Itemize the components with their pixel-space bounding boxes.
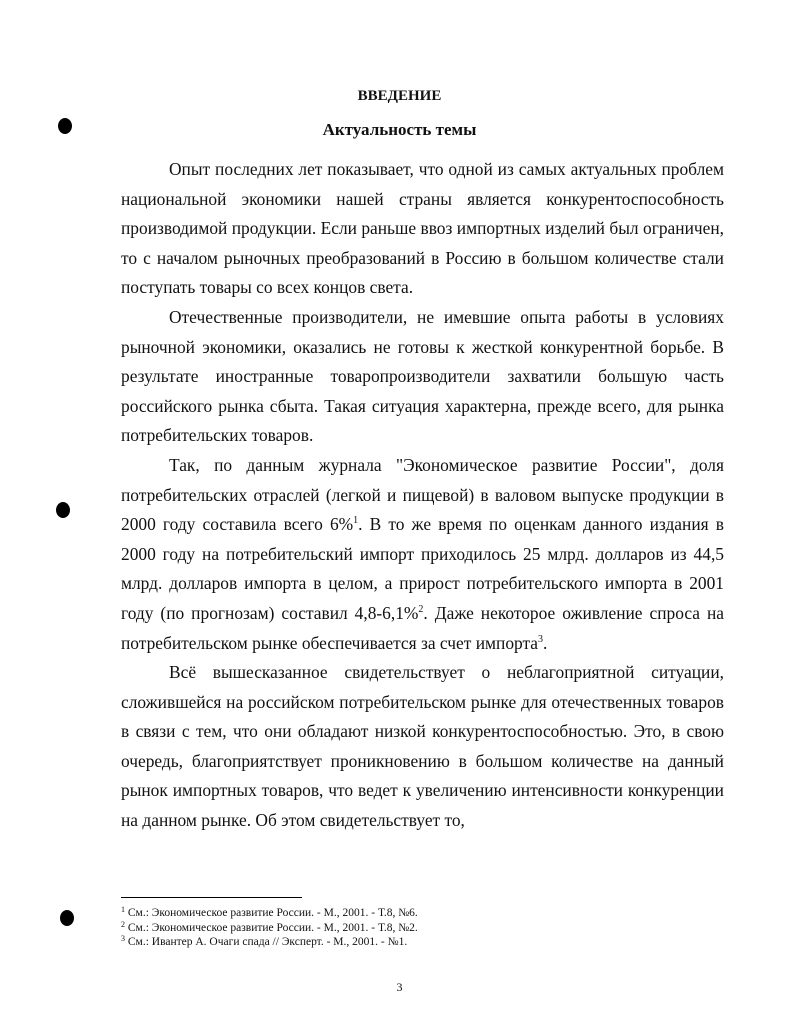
- footnote-ref[interactable]: 1: [353, 515, 359, 527]
- punch-hole-mark: [60, 910, 74, 926]
- footnote-ref[interactable]: 3: [538, 633, 544, 645]
- footnote-divider: [121, 897, 302, 898]
- paragraph-text: .: [543, 632, 548, 653]
- paragraph: Всё вышесказанное свидетельствует о неблагоприятной ситуации, сложившейся на российском потребительском рынке для отечественных товаров в связи с тем, что они обладают низкой конкурентоспособностью. Это, в свою очередь, благоприятствует проникновению в большом количестве на данный рынок импортных товаров, что ведет к увеличению интенсивности конкуренции на данном рынке. Об этом свидетельствует то,: [121, 662, 724, 831]
- paragraph-text: Так, по данным журнала "Экономическое развитие России", доля потребительских отраслей (легкой и пищевой) в валовом выпуске продукции в 2000 году составила всего 6%: [121, 454, 724, 535]
- footnote-text: См.: Экономическое развитие России. - М., 2001. - Т.8, №2.: [125, 921, 418, 934]
- paragraph: [121, 451, 724, 658]
- footnote-text: См.: Ивантер А. Очаги спада // Эксперт. - М., 2001. - №1.: [125, 936, 408, 948]
- footnote-ref[interactable]: 2: [418, 603, 424, 615]
- paragraph-text: . В то же время по оценкам данного издания в 2000 году на потребительский импорт приходилось 25 млрд. долларов из 44,5 млрд. долларов импорта в целом, а прирост потребительского импорта в 2001 году (по прогнозам) составил 4,8-6,1%: [121, 514, 724, 623]
- section-heading: Актуальность темы: [322, 120, 477, 139]
- page-number: 3: [396, 980, 403, 994]
- footnote: [121, 935, 418, 950]
- footnote-text: См.: Экономическое развитие России. - М., 2001. - Т.8, №6.: [125, 907, 418, 919]
- footnote-number: 3: [121, 934, 125, 943]
- footnote-number: 2: [121, 919, 125, 929]
- paragraph: Опыт последних лет показывает, что одной из самых актуальных проблем национальной экономики нашей страны является конкурентоспособность производимой продукции. Если раньше ввоз импортных изделий был ограничен, то с началом рыночных преобразований в Россию в большом количестве стали поступать товары со всех концов света.: [121, 159, 724, 298]
- paragraph-text: . Даже некоторое оживление спроса на потребительском рынке обеспечивается за счет импорта: [121, 602, 725, 653]
- footnotes: [121, 906, 418, 950]
- paragraph: Отечественные производители, не имевшие опыта работы в условиях рыночной экономики, оказались не готовы к жесткой конкурентной борьбе. В результате иностранные товаропроизводители захватили большую часть российского рынка сбыта. Такая ситуация характерна, прежде всего, для рынка потребительских товаров.: [121, 306, 724, 446]
- body-text: [121, 155, 724, 836]
- footnote: [121, 921, 418, 936]
- footnote: [121, 906, 418, 921]
- footnote-number: 1: [121, 905, 125, 914]
- punch-hole-mark: [56, 502, 70, 518]
- chapter-heading: ВВЕДЕНИЕ: [357, 88, 442, 104]
